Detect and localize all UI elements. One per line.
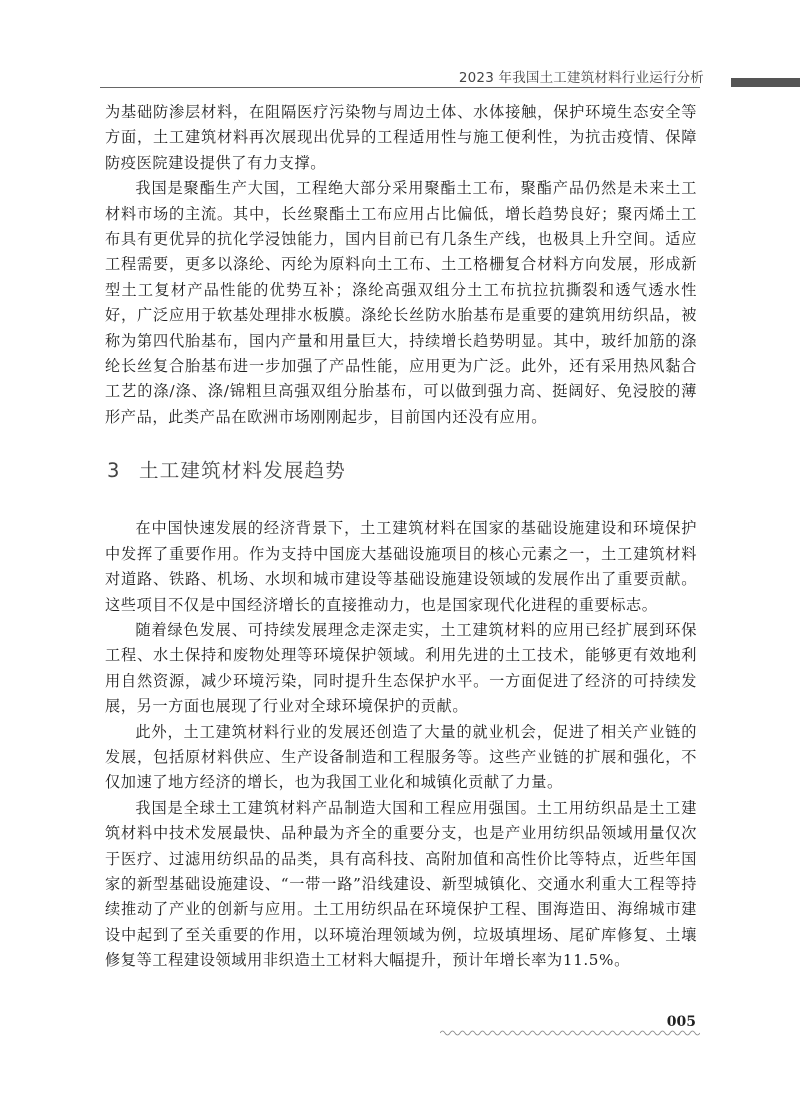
section-number: 3 (107, 459, 121, 483)
paragraph: 我国是全球土工建筑材料产品制造大国和工程应用强国。土工用纺织品是土工建筑材料中技术发展最快、品种最为齐全的重要分支，也是产业用纺织品领域用量仅次于医疗、过滤用纺织品的品类，具有高科技、高附加值和高性价比等特点，近些年国家的新型基础设施建设、“一带一路”沿线建设、新型城镇化、交通水利重大工程等持续推动了产业的创新与应用。土工用纺织品在环境保护工程、围海造田、海绵城市建设中起到了至关重要的作用，以环境治理领域为例，垃圾填埋场、尾矿库修复、土壤修复等工程建设领域用非织造土工材料大幅提升，预计年增长率为11.5%。 (105, 798, 697, 970)
page-number: 005 (666, 1014, 696, 1030)
page-footer (440, 1014, 700, 1038)
running-header (0, 60, 800, 94)
header-rule (100, 87, 700, 88)
paragraph: 我国是聚酯生产大国，工程绝大部分采用聚酯土工布，聚酯产品仍然是未来土工材料市场的主流。其中，长丝聚酯土工布应用占比偏低，增长趋势良好；聚丙烯土工布具有更优异的抗化学浸蚀能力，国内目前已有几条生产线，也极具上升空间。适应工程需要，更多以涤纶、丙纶为原料向土工布、土工格栅复合材料方向发展，形成新型土工复材产品性能的优势互补；涤纶高强双组分土工布抗拉抗撕裂和透气透水性好，广泛应用于软基处理排水板膜。涤纶长丝防水胎基布是重要的建筑用纺织品，被称为第四代胎基布，国内产量和用量巨大，持续增长趋势明显。其中，玻纤加筋的涤纶长丝复合胎基布进一步加强了产品性能，应用更为广泛。此外，还有采用热风黏合工艺的涤/涤、涤/锦粗旦高强双组分胎基布，可以做到强力高、挺阔好、免浸胶的薄形产品，此类产品在欧洲市场刚刚起步，目前国内还没有应用。 (105, 179, 697, 426)
paragraph: 在中国快速发展的经济背景下，土工建筑材料在国家的基础设施建设和环境保护中发挥了重要作用。作为支持中国庞大基础设施项目的核心元素之一，土工建筑材料对道路、铁路、机场、水坝和城市建设等基础设施建设领域的发展作出了重要贡献。这些项目不仅是中国经济增长的直接推动力，也是国家现代化进程的重要标志。 (105, 519, 697, 614)
paragraph-continued: 为基础防渗层材料，在阻隔医疗污染物与周边土体、水体接触，保护环境生态安全等方面，土工建筑材料再次展现出优异的工程适用性与施工便利性，为抗击疫情、保障防疫医院建设提供了有力支撑。 (105, 103, 697, 172)
section-title: 土工建筑材料发展趋势 (139, 459, 347, 483)
paragraph: 随着绿色发展、可持续发展理念走深走实，土工建筑材料的应用已经扩展到环保工程、水土保持和废物处理等环境保护领域。利用先进的土工技术，能够更有效地利用自然资源，减少环境污染，同时提升生态保护水平。一方面促进了经济的可持续发展，另一方面也展现了行业对全球环境保护的贡献。 (105, 620, 697, 716)
header-accent-bar (731, 78, 800, 87)
page-body (105, 100, 697, 974)
section-heading (105, 450, 697, 492)
footer-wave-rule (440, 1029, 700, 1037)
running-header-title: 2023 年我国土工建筑材料行业运行分析 (458, 70, 704, 86)
paragraph: 此外，土工建筑材料行业的发展还创造了大量的就业机会，促进了相关产业链的发展，包括原材料供应、生产设备制造和工程服务等。这些产业链的扩展和强化，不仅加速了地方经济的增长，也为我国工业化和城镇化贡献了力量。 (105, 722, 697, 792)
